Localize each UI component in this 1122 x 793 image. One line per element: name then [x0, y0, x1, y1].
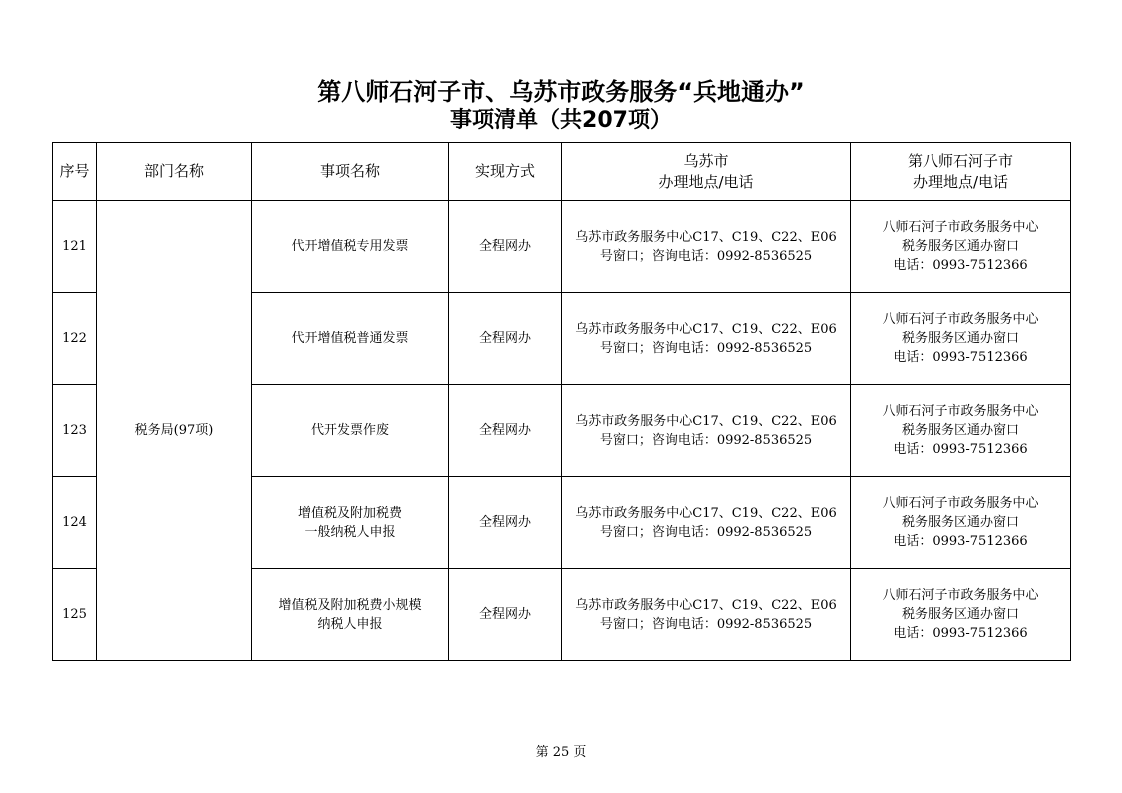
row-shihezi-line: 税务服务区通办窗口: [901, 515, 1019, 530]
row-item-line: 一般纳税人申报: [304, 524, 396, 540]
document-title: 第八师石河子市、乌苏市政务服务“兵地通办”: [317, 78, 805, 106]
row-shihezi-line: 电话：0993-7512366: [893, 534, 1028, 549]
row-wusu-location: [562, 201, 851, 293]
row-item-line: 代开增值税普通发票: [291, 331, 409, 346]
row-shihezi-line: 八师石河子市政务服务中心: [882, 220, 1039, 235]
row-method: 全程网办: [449, 569, 562, 661]
row-method: 全程网办: [449, 385, 562, 477]
row-shihezi-line: 税务服务区通办窗口: [901, 331, 1019, 346]
row-shihezi-line: 税务服务区通办窗口: [901, 607, 1019, 622]
header-dept: 部门名称: [97, 143, 252, 201]
row-item: [252, 385, 449, 477]
row-seq: 125: [53, 569, 97, 661]
row-item-line: 增值税及附加税费: [297, 505, 402, 521]
matters-table: [52, 142, 1071, 661]
row-wusu-location: [562, 385, 851, 477]
row-wusu-line: 号窗口；咨询电话：0992-8536525: [599, 616, 813, 632]
row-shihezi-line: 税务服务区通办窗口: [901, 239, 1019, 254]
row-shihezi-location: [851, 385, 1071, 477]
row-wusu-line: 号窗口；咨询电话：0992-8536525: [599, 340, 813, 356]
row-wusu-line: 乌苏市政务服务中心C17、C19、C22、E06: [575, 229, 837, 245]
row-seq: 123: [53, 385, 97, 477]
row-wusu-line: 号窗口；咨询电话：0992-8536525: [599, 432, 813, 448]
table-row: [53, 201, 1071, 293]
row-item-line: 纳税人申报: [317, 616, 383, 632]
header-seq: 序号: [53, 143, 97, 201]
row-wusu-line: 号窗口；咨询电话：0992-8536525: [599, 248, 813, 264]
row-shihezi-location: [851, 293, 1071, 385]
header-wusu-line: 办理地点/电话: [658, 172, 754, 191]
header-wusu: [562, 143, 851, 201]
table-header-row: [53, 143, 1071, 201]
header-shihezi: [851, 143, 1071, 201]
row-shihezi-location: [851, 569, 1071, 661]
row-wusu-location: [562, 569, 851, 661]
row-item-line: 代开增值税专用发票: [291, 239, 409, 254]
row-shihezi-location: [851, 477, 1071, 569]
row-seq: 121: [53, 201, 97, 293]
document-subtitle: 事项清单（共207项）: [450, 108, 672, 133]
row-item: [252, 293, 449, 385]
row-shihezi-line: 电话：0993-7512366: [893, 350, 1028, 365]
row-shihezi-line: 八师石河子市政务服务中心: [882, 312, 1039, 327]
row-item: [252, 477, 449, 569]
row-shihezi-line: 电话：0993-7512366: [893, 258, 1028, 273]
page-number: 第 25 页: [535, 745, 587, 760]
department-cell: 税务局(97项): [97, 201, 252, 661]
row-seq: 122: [53, 293, 97, 385]
header-shihezi-line: 第八师石河子市: [907, 151, 1013, 170]
row-method: 全程网办: [449, 477, 562, 569]
row-wusu-line: 号窗口；咨询电话：0992-8536525: [599, 524, 813, 540]
row-shihezi-line: 八师石河子市政务服务中心: [882, 404, 1039, 419]
row-item-line: 代开发票作废: [310, 423, 389, 438]
row-seq: 124: [53, 477, 97, 569]
header-item: 事项名称: [252, 143, 449, 201]
row-method: 全程网办: [449, 201, 562, 293]
header-wusu-line: 乌苏市: [683, 151, 729, 170]
row-method: 全程网办: [449, 293, 562, 385]
header-shihezi-line: 办理地点/电话: [912, 172, 1009, 191]
header-method: 实现方式: [449, 143, 562, 201]
row-wusu-line: 乌苏市政务服务中心C17、C19、C22、E06: [575, 597, 837, 613]
row-wusu-line: 乌苏市政务服务中心C17、C19、C22、E06: [575, 321, 837, 337]
row-shihezi-line: 税务服务区通办窗口: [901, 423, 1019, 438]
row-wusu-line: 乌苏市政务服务中心C17、C19、C22、E06: [575, 505, 837, 521]
row-item: [252, 569, 449, 661]
row-item-line: 增值税及附加税费小规模: [278, 597, 422, 613]
row-item: [252, 201, 449, 293]
row-shihezi-line: 电话：0993-7512366: [893, 442, 1028, 457]
row-wusu-location: [562, 293, 851, 385]
row-wusu-location: [562, 477, 851, 569]
row-wusu-line: 乌苏市政务服务中心C17、C19、C22、E06: [575, 413, 837, 429]
row-shihezi-line: 八师石河子市政务服务中心: [882, 496, 1039, 511]
row-shihezi-line: 电话：0993-7512366: [893, 626, 1028, 641]
row-shihezi-location: [851, 201, 1071, 293]
row-shihezi-line: 八师石河子市政务服务中心: [882, 588, 1039, 603]
